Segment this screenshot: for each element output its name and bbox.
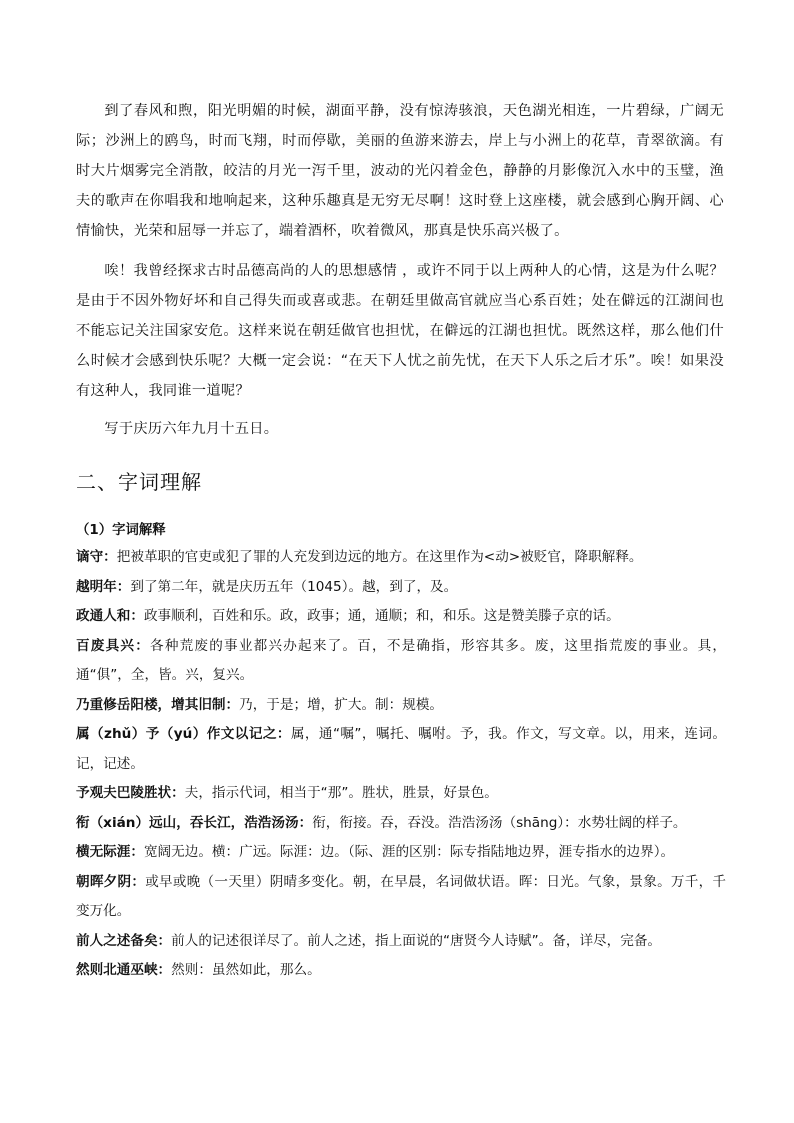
definition-text: 政事顺利，百姓和乐。政，政事；通，通顺；和，和乐。这是赞美滕子京的话。: [143, 608, 620, 624]
definition-item: [76, 779, 726, 809]
definition-item: [76, 838, 726, 868]
definition-text: 到了第二年，就是庆历五年（1045）。越，到了，及。: [130, 578, 458, 595]
definition-text: 衔，衔接。吞，吞没。浩浩汤汤（shāng）：水势壮阔的样子。: [312, 814, 687, 831]
definition-item: [76, 543, 726, 573]
definition-term: 前人之述备矣：: [76, 932, 172, 949]
definition-text: 然则：虽然如此，那么。: [171, 962, 321, 978]
definition-text: 属，通“嘱”，嘱托、嘱咐。予，我。作文，写文章。以，用来，连词。记，记述。: [76, 726, 726, 772]
definition-item: [76, 809, 726, 839]
definition-text: 或早或晚（一天里）阴晴多变化。朝，在早晨，名词做状语。晖：日光。气象，景象。万千，千变万化。: [76, 873, 727, 919]
definition-item: [76, 956, 726, 986]
definition-item: [76, 720, 726, 779]
definition-text: 乃，于是；增，扩大。制：规模。: [239, 696, 444, 713]
translation-paragraph-2: 唉！我曾经探求古时品德高尚的人的思想感情 ，或许不同于以上两种人的心情，这是为什么呢？是由于不因外物好坏和自己得失而或喜或悲。在朝廷里做高官就应当心系百姓；处在僻远的江湖间也不能忘记关注国家安危。这样来说在朝廷做官也担忧，在僻远的江湖也担忧。既然这样，那么他们什么时候才会感到快乐呢？大概一定会说：“在天下人忧之前先忧，在天下人乐之后才乐”。唉！如果没有这种人，我同谁一道呢？: [76, 263, 724, 399]
definition-text: 把被革职的官吏或犯了罪的人充发到边远的地方。在这里作为<动>被贬官，降职解释。: [116, 549, 643, 565]
definition-item: [76, 868, 726, 927]
definition-term: 属（zhǔ）予（yú）作文以记之：: [76, 726, 291, 742]
definition-term: 越明年：: [76, 578, 131, 595]
definition-term: 横无际涯：: [76, 844, 144, 860]
definition-term: 予观夫巴陵胜状：: [76, 785, 185, 801]
definition-item: [76, 691, 726, 721]
definition-item: [76, 573, 726, 603]
definition-term: 朝晖夕阴：: [76, 873, 146, 890]
definition-item: [76, 927, 726, 957]
definition-item: [76, 602, 726, 632]
translation-paragraph-3: 写于庆历六年九月十五日。: [104, 421, 279, 437]
translation-paragraph-1: 到了春风和煦，阳光明媚的时候，湖面平静，没有惊涛骇浪，天色湖光相连，一片碧绿，广阔无际；沙洲上的鸥鸟，时而飞翔，时而停歇，美丽的鱼游来游去，岸上与小洲上的花草，青翠欲滴。有时大片烟雾完全消散，皎洁的月光一泻千里，波动的光闪着金色，静静的月影像沉入水中的玉璧，渔夫的歌声在你唱我和地响起来，这种乐趣真是无穷无尽啊！这时登上这座楼，就会感到心胸开阔、心情愉快，光荣和屈辱一并忘了，端着酒杯，吹着微风，那真是快乐高兴极了。: [76, 103, 724, 239]
definition-text: 各种荒废的事业都兴办起来了。百，不是确指，形容其多。废，这里指荒废的事业。具，通“俱”，全，皆。兴，复兴。: [76, 637, 727, 683]
definition-text: 宽阔无边。横：广远。际涯：边。（际、涯的区别：际专指陆地边界，涯专指水的边界）。: [143, 844, 675, 860]
definition-text: 前人的记述很详尽了。前人之述，指上面说的“唐贤今人诗赋”。备，详尽，完备。: [171, 932, 662, 949]
definition-term: 然则北通巫峡：: [76, 962, 172, 978]
definition-list: [76, 543, 726, 986]
section-title: 二、字词理解: [76, 470, 202, 494]
definition-term: 乃重修岳阳楼，增其旧制：: [76, 696, 240, 713]
definition-term: 政通人和：: [76, 608, 144, 624]
definition-term: 衔（xián）远山，吞长江，浩浩汤汤：: [76, 814, 313, 831]
definition-text: 夫，指示代词，相当于“那”。胜状，胜景，好景色。: [184, 785, 498, 801]
definition-term: 百废具兴：: [76, 637, 151, 654]
subsection-title: （1）字词解释: [76, 523, 166, 538]
definition-term: 谪守：: [76, 549, 117, 565]
definition-item: [76, 632, 726, 691]
